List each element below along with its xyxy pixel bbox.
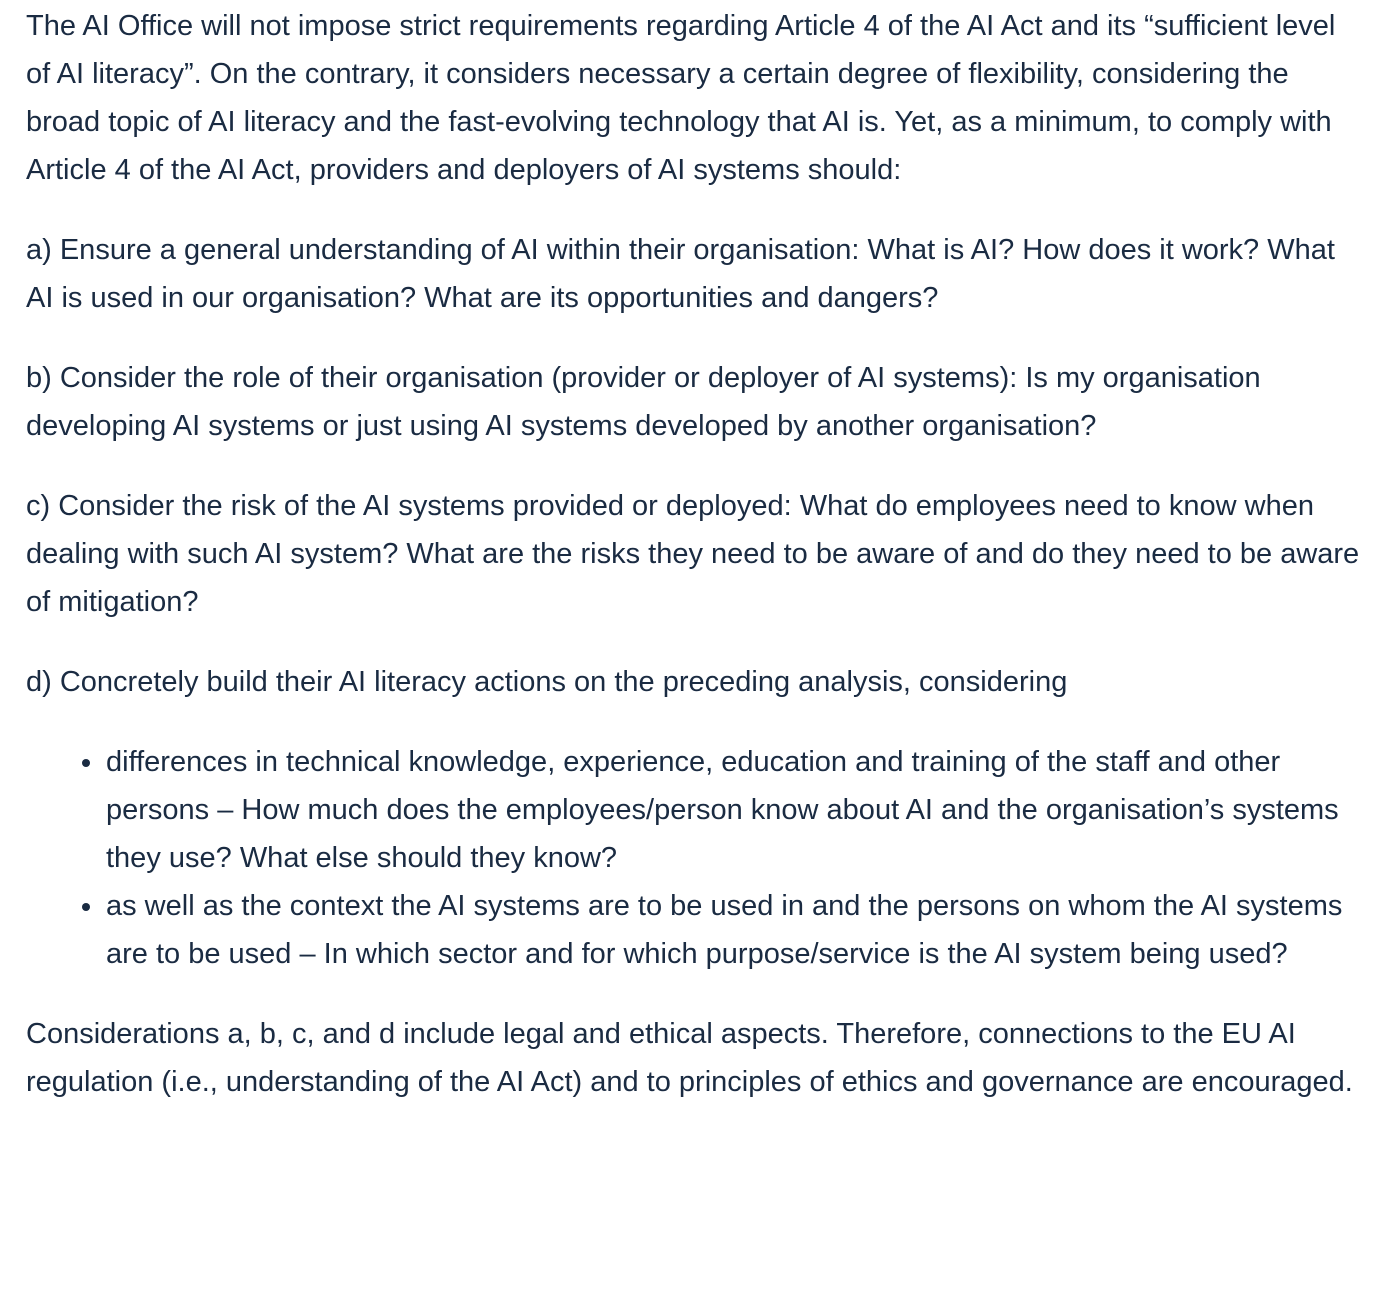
intro-paragraph: The AI Office will not impose strict requirements regarding Article 4 of the AI Act and its “sufficient level of AI literacy”. On the contrary, it considers necessary a certain degree of flexibility, considering the broad topic of AI literacy and the fast-evolving technology that AI is. Yet, as a minimum, to comply with Article 4 of the AI Act, providers and deployers of AI systems should:	[26, 10, 1336, 186]
conclusion-paragraph: Considerations a, b, c, and d include legal and ethical aspects. Therefore, connections to the EU AI regulation (i.e., understanding of the AI Act) and to principles of ethics and governance are encouraged.	[26, 1018, 1353, 1098]
item-b-paragraph: b) Consider the role of their organisation (provider or deployer of AI systems): Is my organisation developing AI systems or just using AI systems developed by another organisation?	[26, 362, 1261, 442]
list-item-text: as well as the context the AI systems are to be used in and the persons on whom the AI systems are to be used – In which sector and for which purpose/service is the AI system being used?	[106, 890, 1343, 970]
item-d-paragraph: d) Concretely build their AI literacy actions on the preceding analysis, considering	[26, 666, 1068, 698]
item-c-paragraph: c) Consider the risk of the AI systems provided or deployed: What do employees need to know when dealing with such AI system? What are the risks they need to be aware of and do they need to be aware of mitigation?	[26, 490, 1360, 618]
bullet-icon	[82, 759, 90, 767]
list-item	[106, 738, 1362, 882]
bullet-icon	[82, 903, 90, 911]
item-a-paragraph: a) Ensure a general understanding of AI within their organisation: What is AI? How does it work? What AI is used in our organisation? What are its opportunities and dangers?	[26, 234, 1335, 314]
list-item	[106, 882, 1362, 978]
list-item-text: differences in technical knowledge, experience, education and training of the staff and other persons – How much does the employees/person know about AI and the organisation’s systems they use? What else should they know?	[106, 746, 1339, 874]
considerations-list	[26, 738, 1362, 978]
